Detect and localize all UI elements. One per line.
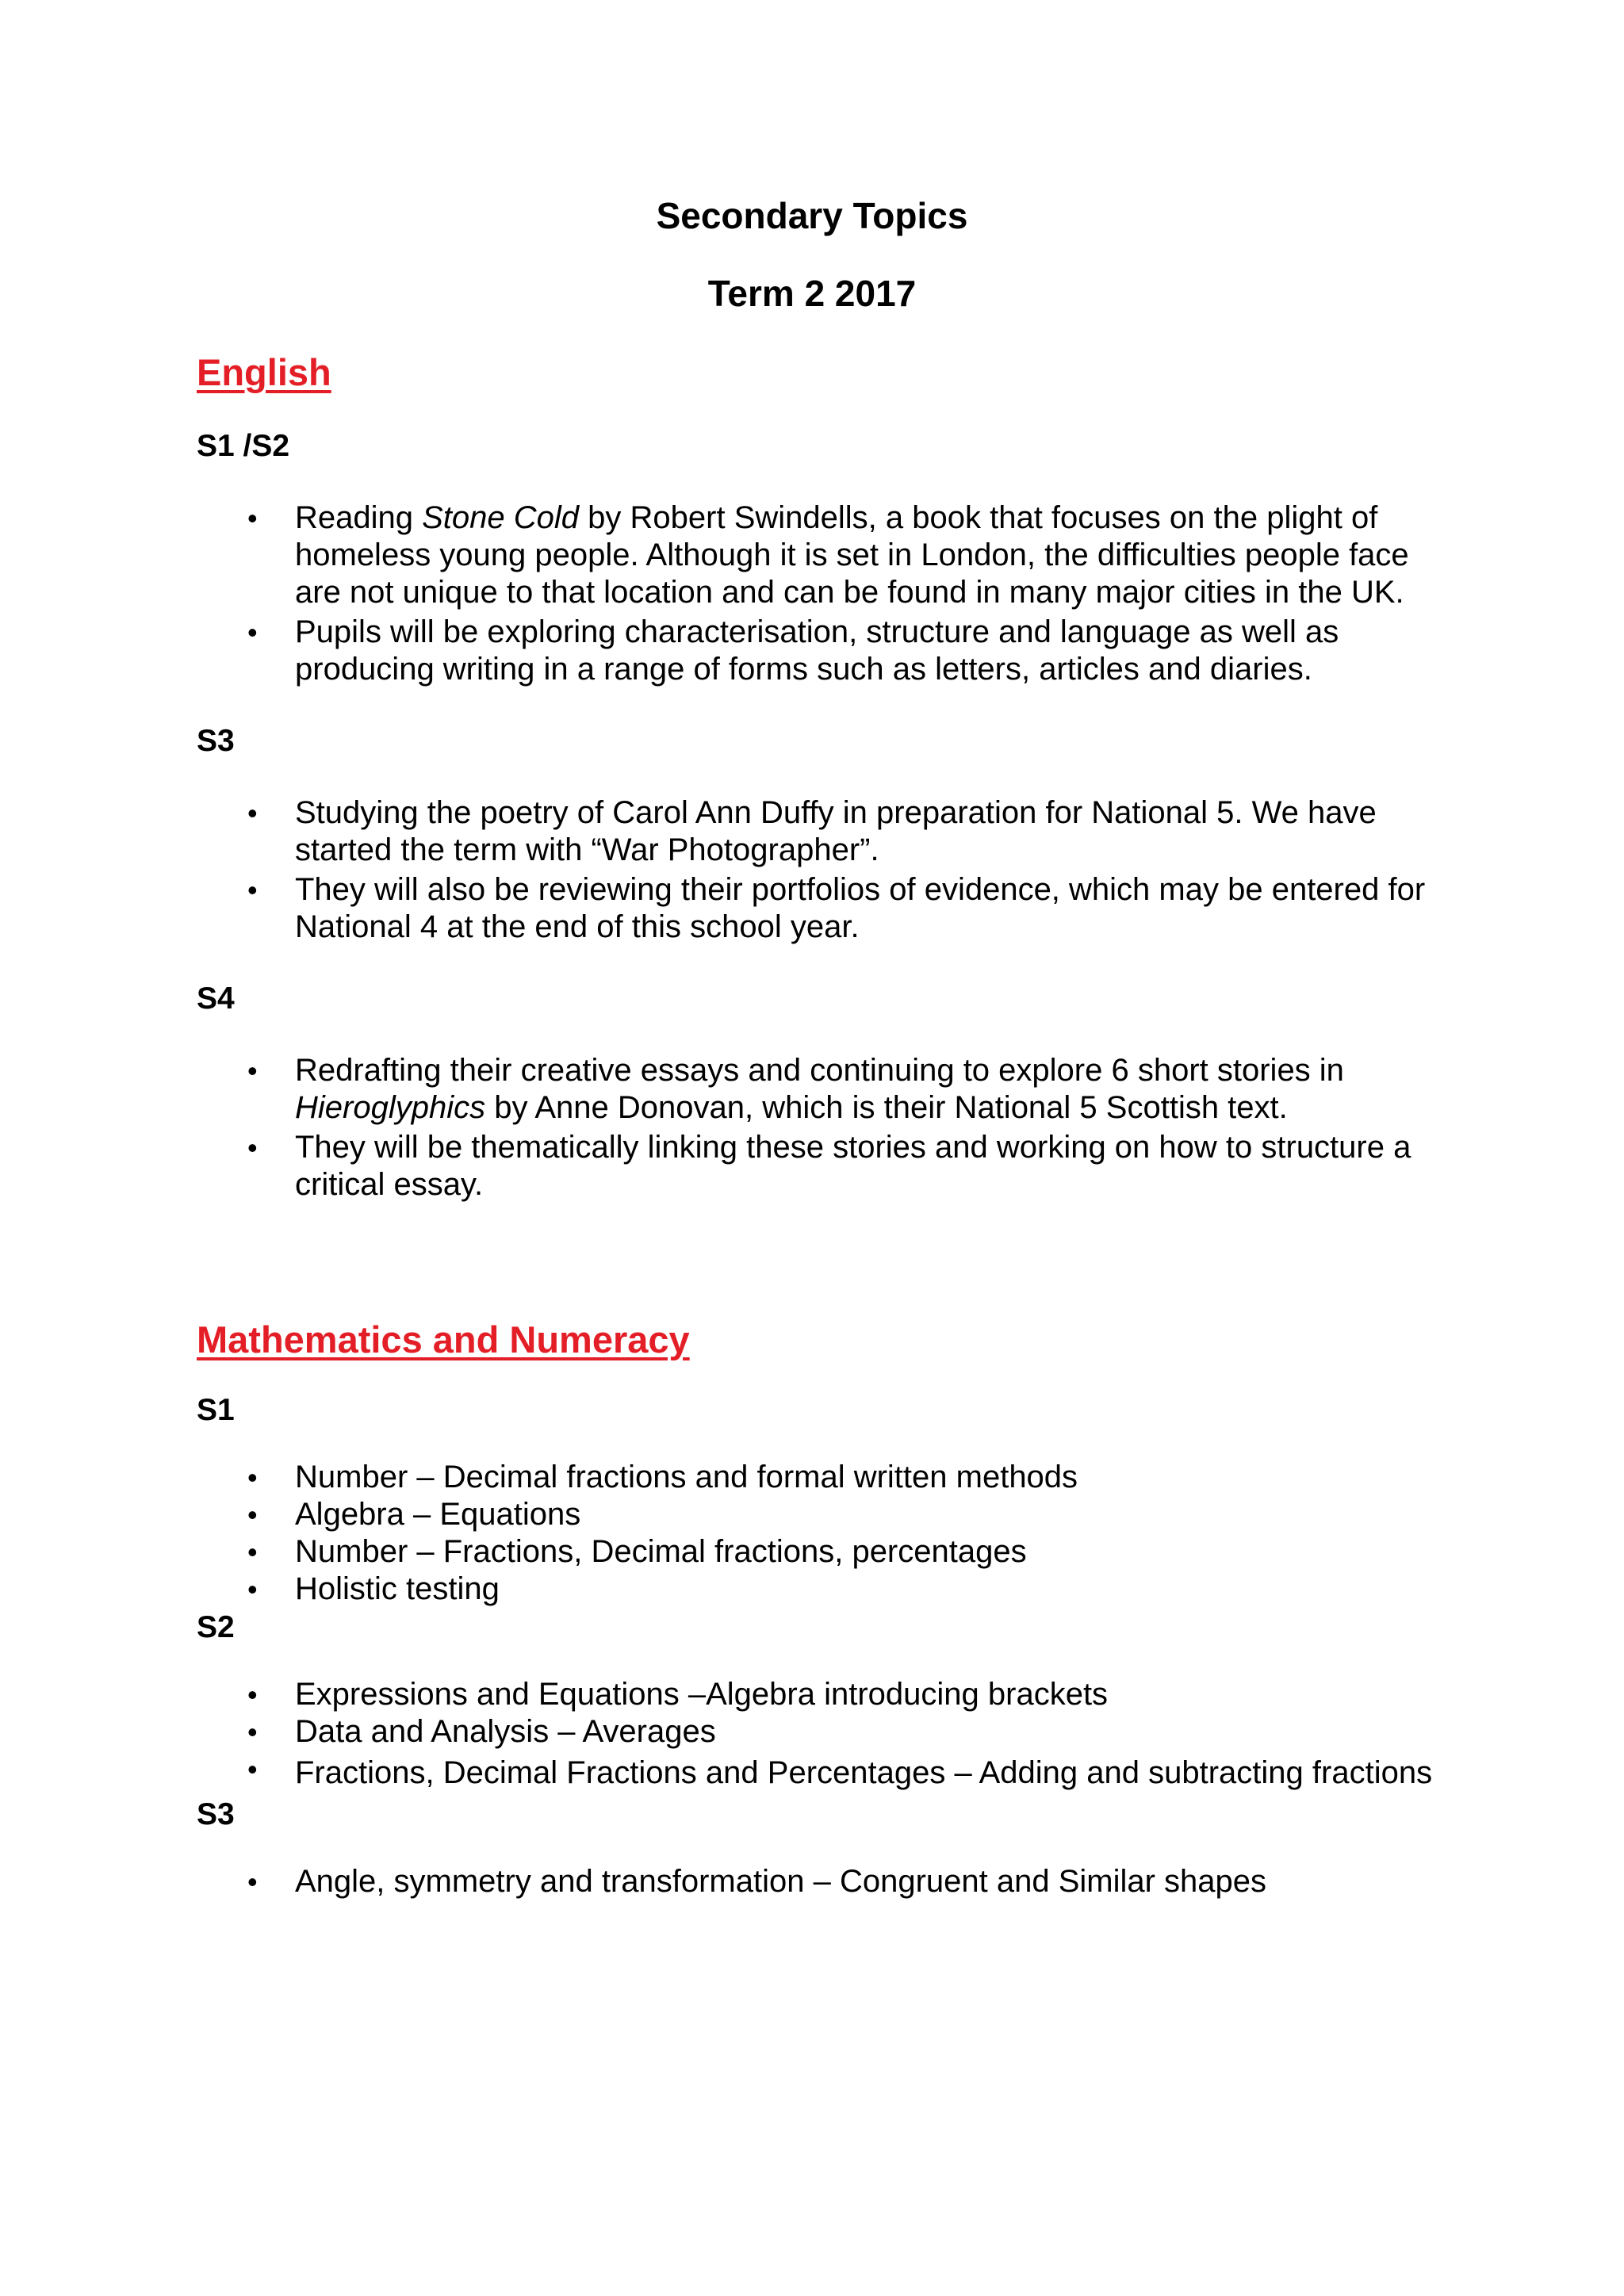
- bullet-icon: •: [247, 1866, 258, 1898]
- english-level-s3: S3: [197, 724, 235, 758]
- bullet-icon: •: [247, 797, 258, 829]
- book-title: Hieroglyphics: [295, 1090, 486, 1125]
- bullet-icon: •: [247, 1461, 258, 1494]
- bullet-icon: •: [247, 1573, 258, 1605]
- list-item: • Algebra – Equations: [247, 1497, 581, 1532]
- page-title: Secondary Topics: [656, 195, 968, 236]
- list-item: • They will be thematically linking these stories and working on how to structure a critical essay.: [247, 1130, 1411, 1202]
- list-item: • Number – Fractions, Decimal fractions, percentages: [247, 1534, 1027, 1569]
- maths-s1-list: [197, 1459, 1450, 1608]
- bullet-icon: •: [247, 1131, 258, 1164]
- page-subtitle: Term 2 2017: [707, 273, 917, 314]
- maths-s2-list: [197, 1676, 1450, 1795]
- list-item: • Angle, symmetry and transformation – Congruent and Similar shapes: [247, 1864, 1267, 1899]
- list-item: • Expressions and Equations –Algebra introducing brackets: [247, 1677, 1109, 1712]
- maths-s3-list: [197, 1863, 1450, 1900]
- book-title: Stone Cold: [422, 500, 580, 535]
- bullet-icon: •: [247, 1753, 258, 1785]
- maths-level-s2: S2: [197, 1610, 235, 1644]
- document-body: [197, 349, 1450, 1900]
- bullet-icon: •: [247, 1716, 258, 1748]
- list-item: • Holistic testing: [247, 1571, 500, 1606]
- bullet-icon: •: [247, 616, 258, 649]
- bullet-icon: •: [247, 1678, 258, 1711]
- list-item: • Studying the poetry of Carol Ann Duffy in preparation for National 5. We have started the term with “War Photographer”.: [247, 795, 1377, 867]
- english-s1-s2-list: [197, 499, 1450, 688]
- maths-level-s1: S1: [197, 1393, 235, 1427]
- english-s4-list: [197, 1052, 1450, 1203]
- bullet-icon: •: [247, 1054, 258, 1087]
- list-item: • They will also be reviewing their portfolios of evidence, which may be entered for National 4 at the end of this school year.: [247, 872, 1426, 944]
- maths-heading: Mathematics and Numeracy: [197, 1318, 690, 1360]
- bullet-icon: •: [247, 502, 258, 534]
- bullet-icon: •: [247, 874, 258, 906]
- list-item: • Reading Stone Cold by Robert Swindells, a book that focuses on the plight of homeless young people. Although it is set in London, the difficulties people face are not unique to that location and can be found in many major cities in the UK.: [247, 500, 1409, 610]
- list-item: • Fractions, Decimal Fractions and Percentages – Adding and subtracting fractions: [197, 1751, 1450, 1795]
- english-level-s4: S4: [197, 982, 235, 1016]
- bullet-icon: •: [247, 1498, 258, 1531]
- bullet-icon: •: [247, 1536, 258, 1568]
- english-level-s1-s2: S1 /S2: [197, 429, 290, 463]
- english-heading: English: [197, 351, 331, 393]
- list-item: • Redrafting their creative essays and continuing to explore 6 short stories in Hieroglyphics by Anne Donovan, which is their National 5 Scottish text.: [247, 1053, 1344, 1125]
- document-header: [0, 192, 1624, 317]
- list-item: • Number – Decimal fractions and formal written methods: [247, 1460, 1078, 1494]
- list-item: • Pupils will be exploring characterisation, structure and language as well as producing writing in a range of forms such as letters, articles and diaries.: [247, 614, 1339, 687]
- english-s3-list: [197, 794, 1450, 946]
- list-item: • Data and Analysis – Averages: [247, 1714, 716, 1749]
- maths-level-s3: S3: [197, 1797, 235, 1831]
